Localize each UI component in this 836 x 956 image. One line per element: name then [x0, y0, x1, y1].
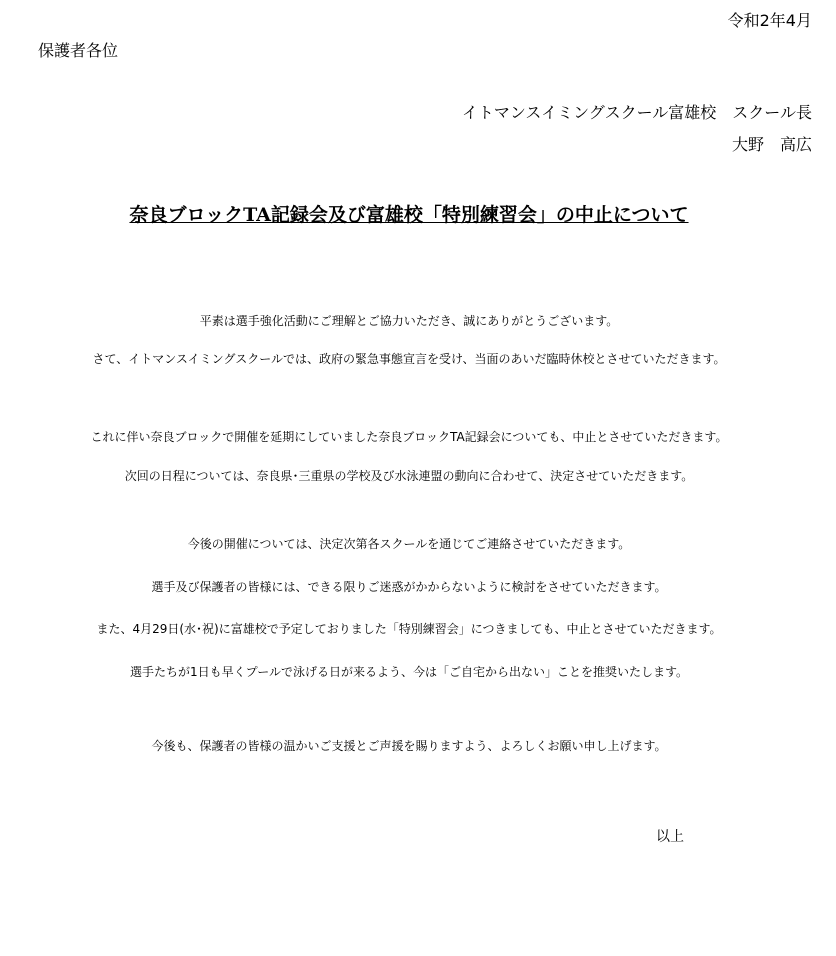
- body-paragraph-request-support: 今後も、保護者の皆様の温かいご支援とご声援を賜りますよう、よろしくお願い申し上げます。: [151, 739, 667, 753]
- document-date: 令和2年4月: [727, 11, 812, 30]
- document-title-text: 奈良ブロックTA記録会及び富雄校「特別練習会」の中止について: [129, 204, 689, 226]
- body-paragraph-future-contact: 今後の開催については、決定次第各スクールを通じてご連絡させていただきます。: [187, 537, 631, 551]
- body-paragraph-greeting: 平素は選手強化活動にご理解とご協力いただき、誠にありがとうございます。: [199, 314, 619, 328]
- closing-mark: 以上: [656, 829, 684, 845]
- document-title: [0, 200, 818, 227]
- body-paragraph-practice-cancel: また、4月29日(水･祝)に富雄校で予定しておりました「特別練習会」につきましても、中止とさせていただきます。: [96, 622, 722, 636]
- body-paragraph-next-schedule: 次回の日程については、奈良県･三重県の学校及び水泳連盟の動向に合わせて、決定させていただきます。: [124, 469, 694, 483]
- body-paragraph-ta-cancel: これに伴い奈良ブロックで開催を延期にしていました奈良ブロックTA記録会についても、中止とさせていただきます。: [90, 430, 728, 444]
- sender-organization: イトマンスイミングスクール富雄校 スクール長: [461, 103, 812, 122]
- body-paragraph-stay-home: 選手たちが1日も早くプールで泳げる日が来るよう、今は「ご自宅から出ない」ことを推奨いたします。: [129, 665, 689, 679]
- addressee: 保護者各位: [38, 41, 119, 60]
- body-paragraph-consideration: 選手及び保護者の皆様には、できる限りご迷惑がかからないように検討をさせていただきます。: [151, 580, 667, 594]
- body-paragraph-closure-notice: さて、イトマンスイミングスクールでは、政府の緊急事態宣言を受け、当面のあいだ臨時休校とさせていただきます。: [92, 352, 726, 366]
- sender-name: 大野 高広: [731, 135, 812, 154]
